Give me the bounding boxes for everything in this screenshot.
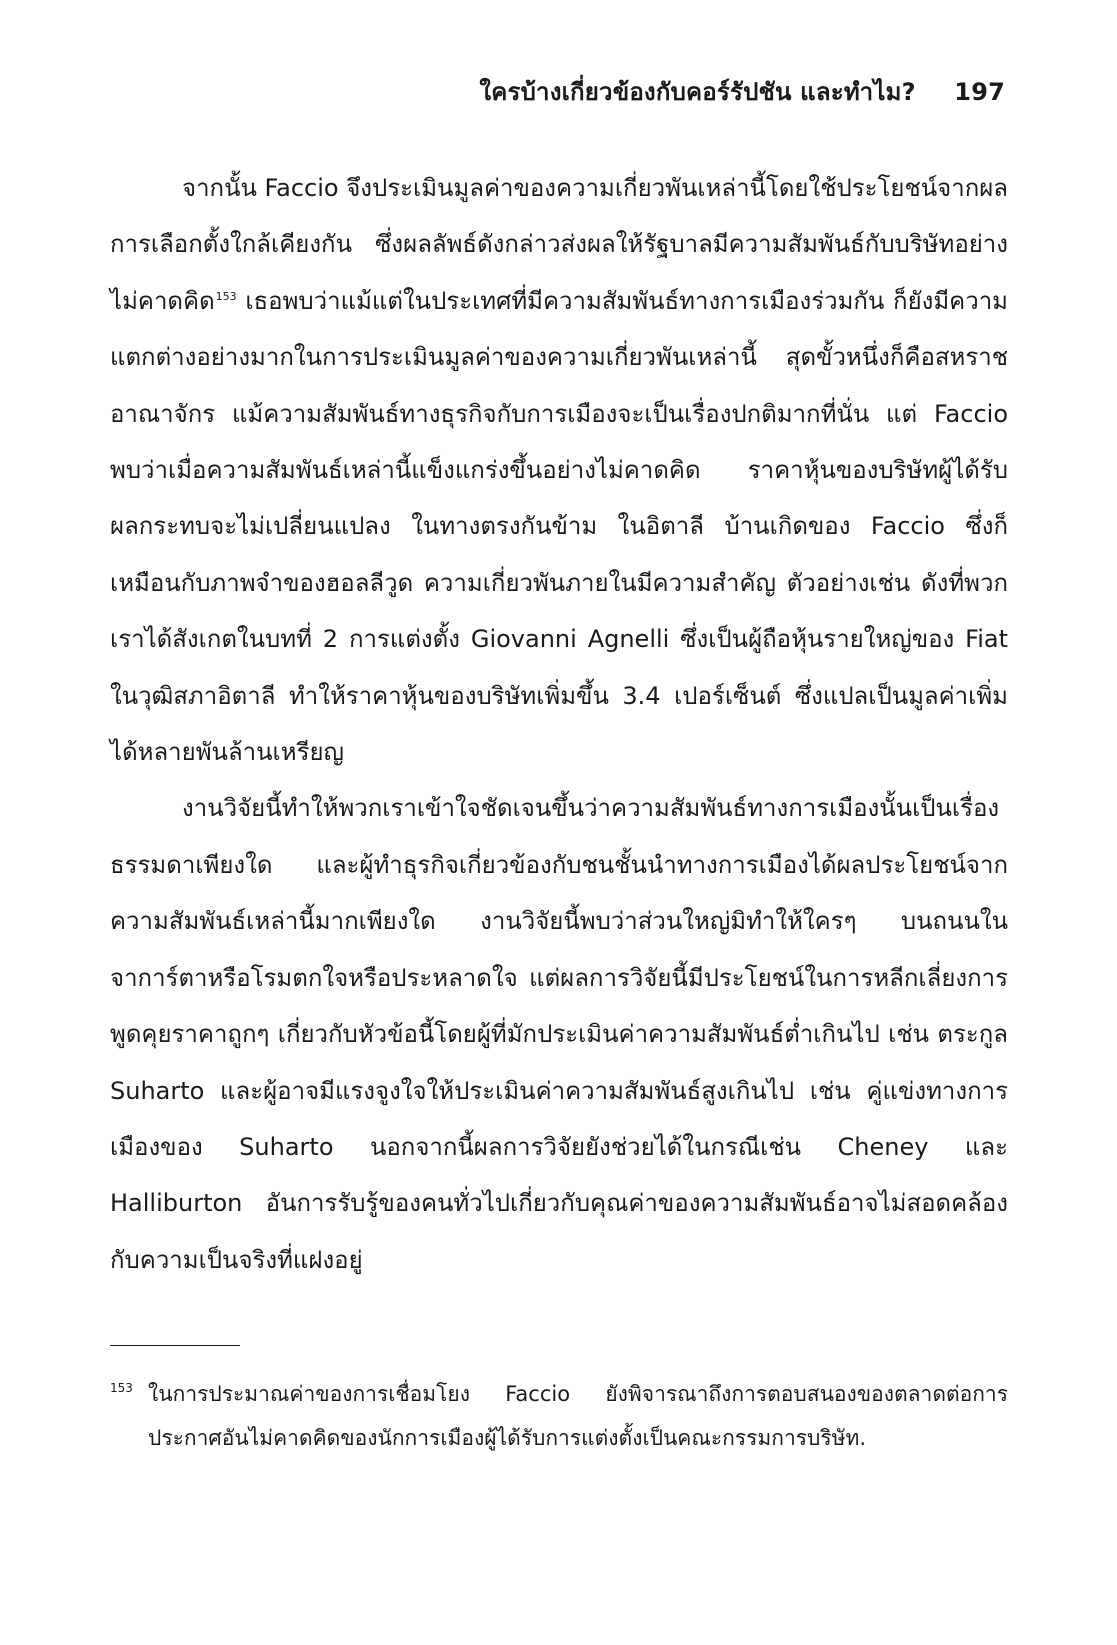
footnote-reference[interactable]: 153 <box>215 289 237 303</box>
footnote <box>110 1372 1008 1460</box>
footnote-number: 153 <box>110 1381 133 1395</box>
chapter-title: ใครบ้างเกี่ยวข้องกับคอร์รัปชัน และทำไม? <box>479 78 916 106</box>
body-text <box>110 160 1008 1288</box>
paragraph-1 <box>110 160 1008 780</box>
footnote-text: ในการประมาณค่าของการเชื่อมโยง Faccio ยังพิจารณาถึงการตอบสนองของตลาดต่อการประกาศอันไม่คาดคิดของนักการเมืองผู้ได้รับการแต่งตั้งเป็นคณะกรรมการบริษัท. <box>148 1382 1008 1450</box>
paragraph-1-part-a: จากนั้น Faccio จึงประเมินมูลค่าของความเกี่ยวพันเหล่านี้โดยใช้ประโยชน์จากผลการเลือกตั้งใกล้เคียงกัน ซึ่งผลลัพธ์ดังกล่าวส่งผลให้รัฐบาลมีความสัมพันธ์กับบริษัทอย่างไม่คาดคิด <box>110 174 1009 315</box>
running-header <box>479 72 1005 111</box>
page-number: 197 <box>954 78 1005 106</box>
footnote-divider <box>110 1345 240 1346</box>
paragraph-2: งานวิจัยนี้ทำให้พวกเราเข้าใจชัดเจนขึ้นว่าความสัมพันธ์ทางการเมืองนั้นเป็นเรื่องธรรมดาเพียงใด และผู้ทำธุรกิจเกี่ยวข้องกับชนชั้นนำทางการเมืองได้ผลประโยชน์จากความสัมพันธ์เหล่านี้มากเพียงใด งานวิจัยนี้พบว่าส่วนใหญ่มิทำให้ใครๆ บนถนนในจาการ์ตาหรือโรมตกใจหรือประหลาดใจ แต่ผลการวิจัยนี้มีประโยชน์ในการหลีกเลี่ยงการพูดคุยราคาถูกๆ เกี่ยวกับหัวข้อนี้โดยผู้ที่มักประเมินค่าความสัมพันธ์ต่ำเกินไป เช่น ตระกูล Suharto และผู้อาจมีแรงจูงใจให้ประเมินค่าความสัมพันธ์สูงเกินไป เช่น คู่แข่งทางการเมืองของ Suharto นอกจากนี้ผลการวิจัยยังช่วยได้ในกรณีเช่น Cheney และ Halliburton อันการรับรู้ของคนทั่วไปเกี่ยวกับคุณค่าของความสัมพันธ์อาจไม่สอดคล้องกับความเป็นจริงที่แฝงอยู่ <box>110 794 1008 1274</box>
paragraph-1-part-b: เธอพบว่าแม้แต่ในประเทศที่มีความสัมพันธ์ทางการเมืองร่วมกัน ก็ยังมีความแตกต่างอย่างมากในการประเมินมูลค่าของความเกี่ยวพันเหล่านี้ สุดขั้วหนึ่งก็คือสหราชอาณาจักร แม้ความสัมพันธ์ทางธุรกิจกับการเมืองจะเป็นเรื่องปกติมากที่นั่น แต่ Faccio พบว่าเมื่อความสัมพันธ์เหล่านี้แข็งแกร่งขึ้นอย่างไม่คาดคิด ราคาหุ้นของบริษัทผู้ได้รับผลกระทบจะไม่เปลี่ยนแปลง ในทางตรงกันข้าม ในอิตาลี บ้านเกิดของ Faccio ซึ่งก็เหมือนกับภาพจำของฮอลลีวูด ความเกี่ยวพันภายในมีความสำคัญ ตัวอย่างเช่น ดังที่พวกเราได้สังเกตในบทที่ 2 การแต่งตั้ง Giovanni Agnelli ซึ่งเป็นผู้ถือหุ้นรายใหญ่ของ Fiat ในวุฒิสภาอิตาลี ทำให้ราคาหุ้นของบริษัทเพิ่มขึ้น 3.4 เปอร์เซ็นต์ ซึ่งแปลเป็นมูลค่าเพิ่มได้หลายพันล้านเหรียญ <box>110 286 1009 767</box>
